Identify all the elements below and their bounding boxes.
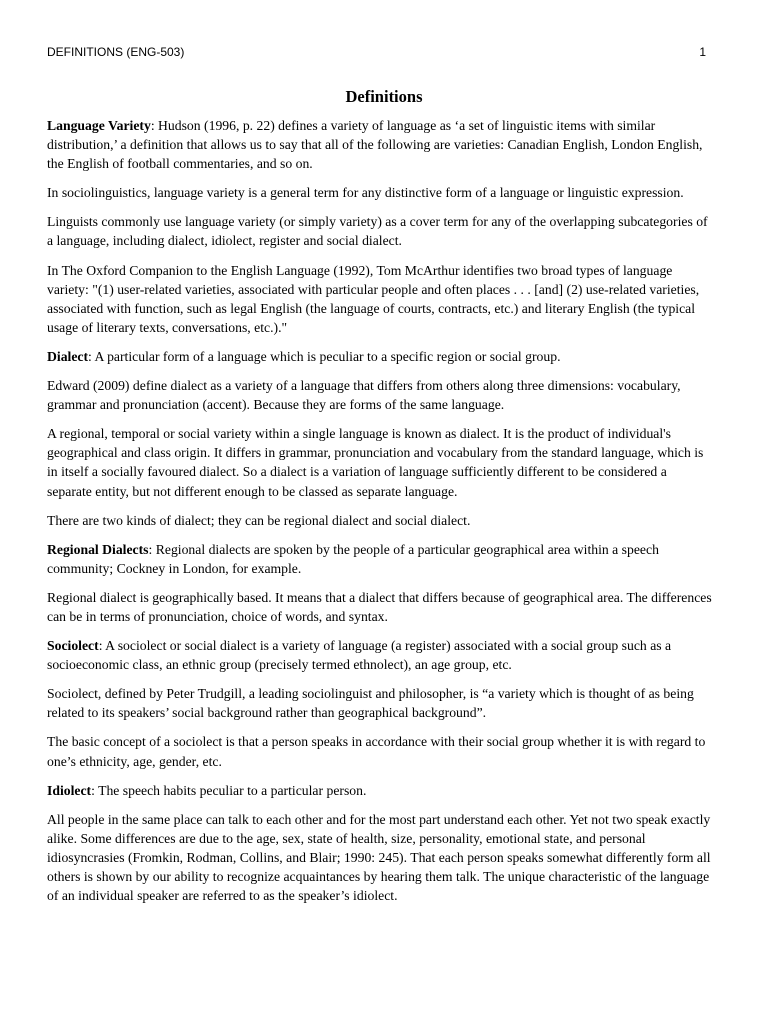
- term-regional-dialects: Regional Dialects: [47, 541, 149, 557]
- running-header: [47, 44, 706, 60]
- paragraph-text: : A particular form of a language which is peculiar to a specific region or social group.: [88, 348, 561, 364]
- paragraph-text: The basic concept of a sociolect is that a person speaks in accordance with their social group whether it is with regard to one’s ethnicity, age, gender, etc.: [47, 734, 706, 769]
- paragraph-regional-dialects: [47, 540, 715, 578]
- paragraph-text: : A sociolect or social dialect is a variety of language (a register) associated with a social group such as a socioeconomic class, an ethnic group (precisely termed ethnolect), an age group, etc.: [47, 638, 672, 673]
- document-title: Definitions: [345, 87, 423, 106]
- paragraph-text: : Regional dialects are spoken by the people of a particular geographical area within a speech community; Cockney in London, for example.: [47, 541, 659, 576]
- paragraph: [47, 424, 715, 500]
- paragraph-text: All people in the same place can talk to each other and for the most part understand each other. Yet not two speak exactly alike. Some differences are due to the age, sex, state of health, size, personality, emotional state, and personal idiosyncrasies (Fromkin, Rodman, Collins, and Blair; 1990: 245). That each person speaks somewhat differently form all others is shown by our ability to recognize acquaintances by hearing them talk. The unique characteristic of the language of an individual speaker are referred to as the speaker’s idiolect.: [47, 811, 711, 904]
- term-language-variety: Language Variety: [47, 118, 151, 133]
- paragraph-text: In sociolinguistics, language variety is a general term for any distinctive form of a language or linguistic expression.: [47, 185, 684, 201]
- paragraph-language-variety: [47, 116, 715, 173]
- paragraph: [47, 261, 715, 337]
- paragraph-sociolect: [47, 636, 715, 674]
- term-sociolect: Sociolect: [47, 638, 99, 654]
- paragraph-dialect: [47, 347, 715, 366]
- paragraph-text: Sociolect, defined by Peter Trudgill, a leading sociolinguist and philosopher, is “a variety which is thought of as being related to its speakers’ social background rather than geographical background”.: [47, 686, 694, 721]
- paragraph-text: Linguists commonly use language variety (or simply variety) as a cover term for any of the overlapping subcategories of a language, including dialect, idiolect, register and social dialect.: [47, 214, 708, 249]
- paragraph: [47, 212, 715, 250]
- page-number: 1: [699, 45, 706, 59]
- paragraph-text: Edward (2009) define dialect as a variety of a language that differs from others along three dimensions: vocabulary, grammar and pronunciation (accent). Because they are forms of the same language.: [47, 378, 681, 413]
- term-dialect: Dialect: [47, 348, 89, 364]
- paragraph: [47, 511, 715, 530]
- paragraph-text: There are two kinds of dialect; they can be regional dialect and social dialect.: [47, 512, 471, 528]
- running-title: DEFINITIONS (ENG-503): [47, 45, 185, 59]
- paragraph: [47, 732, 715, 770]
- paragraph: [47, 810, 715, 905]
- term-idiolect: Idiolect: [47, 782, 92, 798]
- paragraph-text: Regional dialect is geographically based. It means that a dialect that differs because of geographical area. The differences can be in terms of pronunciation, choice of words, and syntax.: [47, 589, 712, 624]
- paragraph-text: : Hudson (1996, p. 22) defines a variety of language as ‘a set of linguistic items with similar distribution,’ a definition that allows us to say that all of the following are varieties: Canadian English, London English, the English of football commentaries, and so on.: [47, 118, 703, 172]
- paragraph-text: : The speech habits peculiar to a particular person.: [91, 782, 367, 798]
- paragraph: [47, 588, 715, 626]
- paragraph-text: A regional, temporal or social variety within a single language is known as dialect. It is the product of individual's geographical and class origin. It differs in grammar, pronunciation and vocabulary from the standard language, which is in itself a socially favoured dialect. So a dialect is a variation of language sufficiently different to be considered a separate entity, but not different enough to be classed as separate language.: [47, 426, 704, 499]
- paragraph: [47, 376, 715, 414]
- paragraph: [47, 684, 715, 722]
- paragraph: [47, 183, 715, 202]
- document-body: [47, 116, 715, 915]
- paragraph-idiolect: [47, 781, 715, 800]
- paragraph-text: In The Oxford Companion to the English Language (1992), Tom McArthur identifies two broad types of language variety: "(1) user-related varieties, associated with particular people and often places . . . [and] (2) use-related varieties, associated with function, such as legal English (the language of courts, contracts, etc.) and literary English (the typical usage of literary texts, conversations, etc.).": [47, 262, 700, 335]
